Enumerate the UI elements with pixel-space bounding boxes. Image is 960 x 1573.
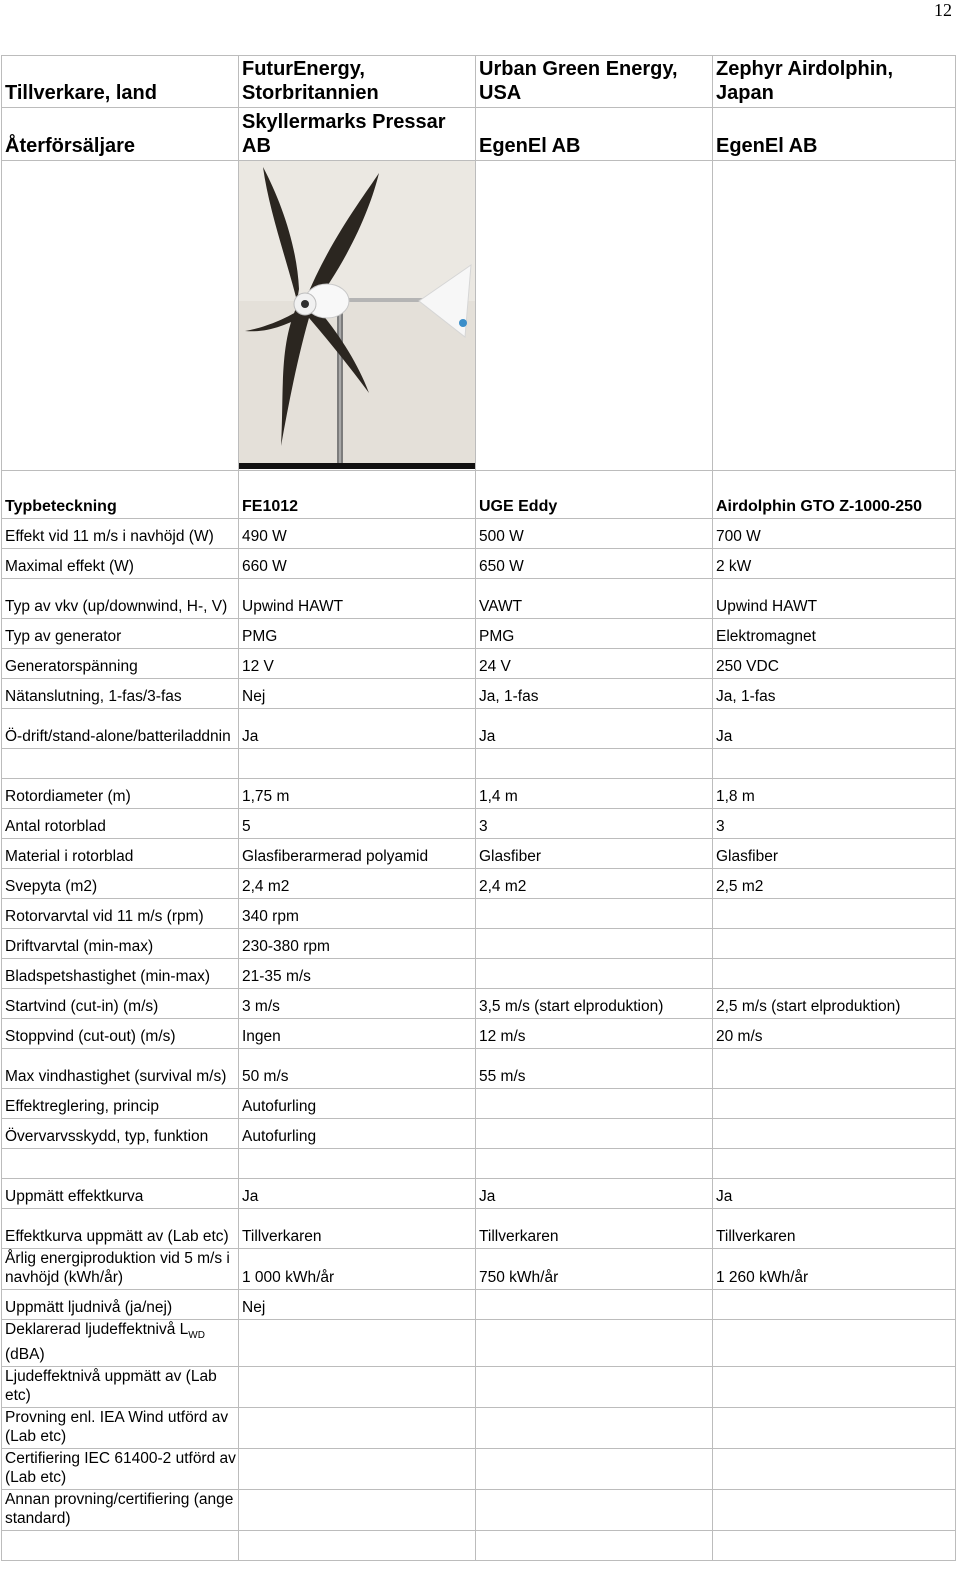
spec-value-col1 [239, 1408, 476, 1449]
wind-turbine-image [239, 161, 476, 469]
spacer-row [2, 1531, 956, 1561]
spec-value-empty [713, 1320, 956, 1367]
spec-value-col2: 500 W [476, 519, 713, 549]
turbine-photo-cell [239, 161, 476, 471]
spacer-cell [2, 1149, 239, 1179]
spec-value-col1: Autofurling [239, 1089, 476, 1119]
spec-value-col1: 12 V [239, 649, 476, 679]
reseller-col2: EgenEl AB [476, 108, 713, 161]
spec-row [2, 1249, 956, 1290]
spec-row [2, 1049, 956, 1089]
spec-label: Generatorspänning [2, 649, 239, 679]
spec-label: Provning enl. IEA Wind utförd av (Lab etc) [2, 1408, 239, 1449]
manufacturer-col2: Urban Green Energy, USA [476, 56, 713, 108]
spec-value-col1: Nej [239, 679, 476, 709]
spec-value-col1 [239, 1449, 476, 1490]
spec-value-col3 [713, 1408, 956, 1449]
spec-label: Årlig energiproduktion vid 5 m/s i navhöjd (kWh/år) [2, 1249, 239, 1290]
spec-row [2, 809, 956, 839]
spec-label: Effektkurva uppmätt av (Lab etc) [2, 1209, 239, 1249]
spec-label: Certifiering IEC 61400-2 utförd av (Lab etc) [2, 1449, 239, 1490]
spec-value-col1: 2,4 m2 [239, 869, 476, 899]
spec-value-col3 [713, 1290, 956, 1320]
spec-row [2, 519, 956, 549]
spec-value-col2: 650 W [476, 549, 713, 579]
spec-value-col3: Ja [713, 1179, 956, 1209]
spec-row [2, 1490, 956, 1531]
spec-value-col3: Tillverkaren [713, 1209, 956, 1249]
spec-value-col1: 340 rpm [239, 899, 476, 929]
spec-value-col2: Ja [476, 709, 713, 749]
manufacturer-col3: Zephyr Airdolphin, Japan [713, 56, 956, 108]
spec-label: Max vindhastighet (survival m/s) [2, 1049, 239, 1089]
spacer-cell [476, 1149, 713, 1179]
spec-value-col1: Ingen [239, 1019, 476, 1049]
spec-value-col2 [476, 1089, 713, 1119]
spec-value-col1: 660 W [239, 549, 476, 579]
spec-label: Typ av generator [2, 619, 239, 649]
spec-value-col2 [476, 1367, 713, 1408]
spacer-cell [239, 749, 476, 779]
wind-turbine-spec-table [1, 55, 956, 1561]
spec-value-col2: Glasfiber [476, 839, 713, 869]
spec-row [2, 1119, 956, 1149]
manufacturer-label: Tillverkare, land [2, 56, 239, 108]
spec-value-col2: 55 m/s [476, 1049, 713, 1089]
spacer-cell [2, 749, 239, 779]
spec-value-col3: 3 [713, 809, 956, 839]
spec-value-col1: 1,75 m [239, 779, 476, 809]
reseller-col3: EgenEl AB [713, 108, 956, 161]
spacer-cell [713, 749, 956, 779]
spec-value-col2: 1,4 m [476, 779, 713, 809]
spec-label: Annan provning/certifiering (ange standard) [2, 1490, 239, 1531]
spec-label: Startvind (cut-in) (m/s) [2, 989, 239, 1019]
spec-label: Svepyta (m2) [2, 869, 239, 899]
spec-label: Effektreglering, princip [2, 1089, 239, 1119]
reseller-col1: Skyllermarks Pressar AB [239, 108, 476, 161]
spec-row [2, 779, 956, 809]
spec-value-col3 [713, 929, 956, 959]
spec-label: Nätanslutning, 1-fas/3-fas [2, 679, 239, 709]
spec-value-col3 [713, 1049, 956, 1089]
spec-value-col2: Ja [476, 1179, 713, 1209]
reseller-row [2, 108, 956, 161]
spec-value-col1 [239, 1367, 476, 1408]
spec-value-col3 [713, 1449, 956, 1490]
spec-label: Bladspetshastighet (min-max) [2, 959, 239, 989]
spec-value-col3: Ja, 1-fas [713, 679, 956, 709]
spec-value-col3: 1 260 kWh/år [713, 1249, 956, 1290]
spec-value-col3: 2,5 m/s (start elproduktion) [713, 989, 956, 1019]
lwd-label-text: Deklarerad ljudeffektnivå L [5, 1321, 189, 1338]
spec-label: Övervarvsskydd, typ, funktion [2, 1119, 239, 1149]
spec-value-col2: 24 V [476, 649, 713, 679]
spec-row [2, 549, 956, 579]
spec-row [2, 619, 956, 649]
spacer-cell [713, 1149, 956, 1179]
spec-value-col1: 3 m/s [239, 989, 476, 1019]
photo-row [2, 161, 956, 471]
manufacturer-row [2, 56, 956, 108]
type-col3: Airdolphin GTO Z-1000-250 [713, 471, 956, 519]
spacer-cell [476, 749, 713, 779]
spec-row [2, 1367, 956, 1408]
spec-value-col1 [239, 1490, 476, 1531]
type-label: Typbeteckning [2, 471, 239, 519]
spec-value-col2: PMG [476, 619, 713, 649]
spec-row [2, 1408, 956, 1449]
spec-value-col1: Tillverkaren [239, 1209, 476, 1249]
spec-row [2, 1290, 956, 1320]
spec-value-col2: 750 kWh/år [476, 1249, 713, 1290]
spec-value-col2: Ja, 1-fas [476, 679, 713, 709]
spec-value-col3 [713, 899, 956, 929]
spec-label: Ljudeffektnivå uppmätt av (Lab etc) [2, 1367, 239, 1408]
spec-label: Effekt vid 11 m/s i navhöjd (W) [2, 519, 239, 549]
spec-value-col2 [476, 899, 713, 929]
spec-value-col2 [476, 1290, 713, 1320]
spec-value-col2: 2,4 m2 [476, 869, 713, 899]
spec-row-declared-sound-level [2, 1320, 956, 1367]
spec-value-col3: 250 VDC [713, 649, 956, 679]
spec-value-col2: 3 [476, 809, 713, 839]
spec-value-col1: Glasfiberarmerad polyamid [239, 839, 476, 869]
spec-label: Rotordiameter (m) [2, 779, 239, 809]
spec-value-col1: Ja [239, 1179, 476, 1209]
spec-value-col2 [476, 1119, 713, 1149]
lwd-subscript: WD [188, 1330, 205, 1342]
spec-value-col3 [713, 1089, 956, 1119]
spec-row [2, 1019, 956, 1049]
spec-label: Driftvarvtal (min-max) [2, 929, 239, 959]
spec-label [2, 1320, 239, 1367]
spacer-row [2, 1149, 956, 1179]
spec-value-col3 [713, 1119, 956, 1149]
spec-row [2, 929, 956, 959]
spec-value-col2: VAWT [476, 579, 713, 619]
spec-row [2, 709, 956, 749]
spec-value-col1: 21-35 m/s [239, 959, 476, 989]
spec-value-col3: Upwind HAWT [713, 579, 956, 619]
type-col1: FE1012 [239, 471, 476, 519]
spec-value-col3: 2 kW [713, 549, 956, 579]
photo-cell-empty [2, 161, 239, 471]
spacer-cell [476, 1531, 713, 1561]
spec-value-col2 [476, 1490, 713, 1531]
spec-row [2, 959, 956, 989]
spec-row [2, 1209, 956, 1249]
spec-value-col3: Elektromagnet [713, 619, 956, 649]
spec-value-col2 [476, 959, 713, 989]
spec-label: Stoppvind (cut-out) (m/s) [2, 1019, 239, 1049]
type-col2: UGE Eddy [476, 471, 713, 519]
reseller-label: Återförsäljare [2, 108, 239, 161]
spec-row [2, 989, 956, 1019]
spacer-cell [713, 1531, 956, 1561]
spec-row [2, 899, 956, 929]
spec-value-col1: 5 [239, 809, 476, 839]
photo-cell-empty-2 [476, 161, 713, 471]
spec-label: Typ av vkv (up/downwind, H-, V) [2, 579, 239, 619]
type-designation-row [2, 471, 956, 519]
spec-value-col1: 490 W [239, 519, 476, 549]
spacer-cell [2, 1531, 239, 1561]
spec-value-col1: 230-380 rpm [239, 929, 476, 959]
spec-value-col3: 20 m/s [713, 1019, 956, 1049]
spec-row [2, 839, 956, 869]
spec-row [2, 679, 956, 709]
spec-value-col1: Upwind HAWT [239, 579, 476, 619]
spec-label: Uppmätt ljudnivå (ja/nej) [2, 1290, 239, 1320]
spec-value-col3: 1,8 m [713, 779, 956, 809]
photo-cell-empty-3 [713, 161, 956, 471]
spec-label: Rotorvarvtal vid 11 m/s (rpm) [2, 899, 239, 929]
spec-value-empty [476, 1320, 713, 1367]
spec-value-empty [239, 1320, 476, 1367]
page-number: 12 [934, 0, 952, 20]
spec-row [2, 579, 956, 619]
spec-value-col1: 50 m/s [239, 1049, 476, 1089]
spec-value-col3 [713, 1490, 956, 1531]
spec-value-col2: 3,5 m/s (start elproduktion) [476, 989, 713, 1019]
spacer-cell [239, 1531, 476, 1561]
spec-label: Material i rotorblad [2, 839, 239, 869]
spec-value-col3: Ja [713, 709, 956, 749]
lwd-unit: (dBA) [5, 1346, 45, 1364]
spec-row [2, 869, 956, 899]
spec-row [2, 1179, 956, 1209]
spec-value-col2 [476, 929, 713, 959]
spec-value-col1: Nej [239, 1290, 476, 1320]
spec-value-col3: 700 W [713, 519, 956, 549]
spec-row [2, 1449, 956, 1490]
spacer-row [2, 749, 956, 779]
spec-label: Uppmätt effektkurva [2, 1179, 239, 1209]
manufacturer-col1: FuturEnergy, Storbritannien [239, 56, 476, 108]
spec-label: Antal rotorblad [2, 809, 239, 839]
spec-value-col1: Autofurling [239, 1119, 476, 1149]
spec-row [2, 1089, 956, 1119]
spec-value-col2 [476, 1408, 713, 1449]
spec-value-col1: 1 000 kWh/år [239, 1249, 476, 1290]
spacer-cell [239, 1149, 476, 1179]
spec-value-col3: 2,5 m2 [713, 869, 956, 899]
spec-row [2, 649, 956, 679]
spec-value-col3 [713, 1367, 956, 1408]
spec-value-col3: Glasfiber [713, 839, 956, 869]
spec-value-col2 [476, 1449, 713, 1490]
spec-value-col3 [713, 959, 956, 989]
spec-value-col1: Ja [239, 709, 476, 749]
spec-value-col1: PMG [239, 619, 476, 649]
spec-label: Maximal effekt (W) [2, 549, 239, 579]
spec-value-col2: Tillverkaren [476, 1209, 713, 1249]
spec-value-col2: 12 m/s [476, 1019, 713, 1049]
spec-label: Ö-drift/stand-alone/batteriladdnin [2, 709, 239, 749]
